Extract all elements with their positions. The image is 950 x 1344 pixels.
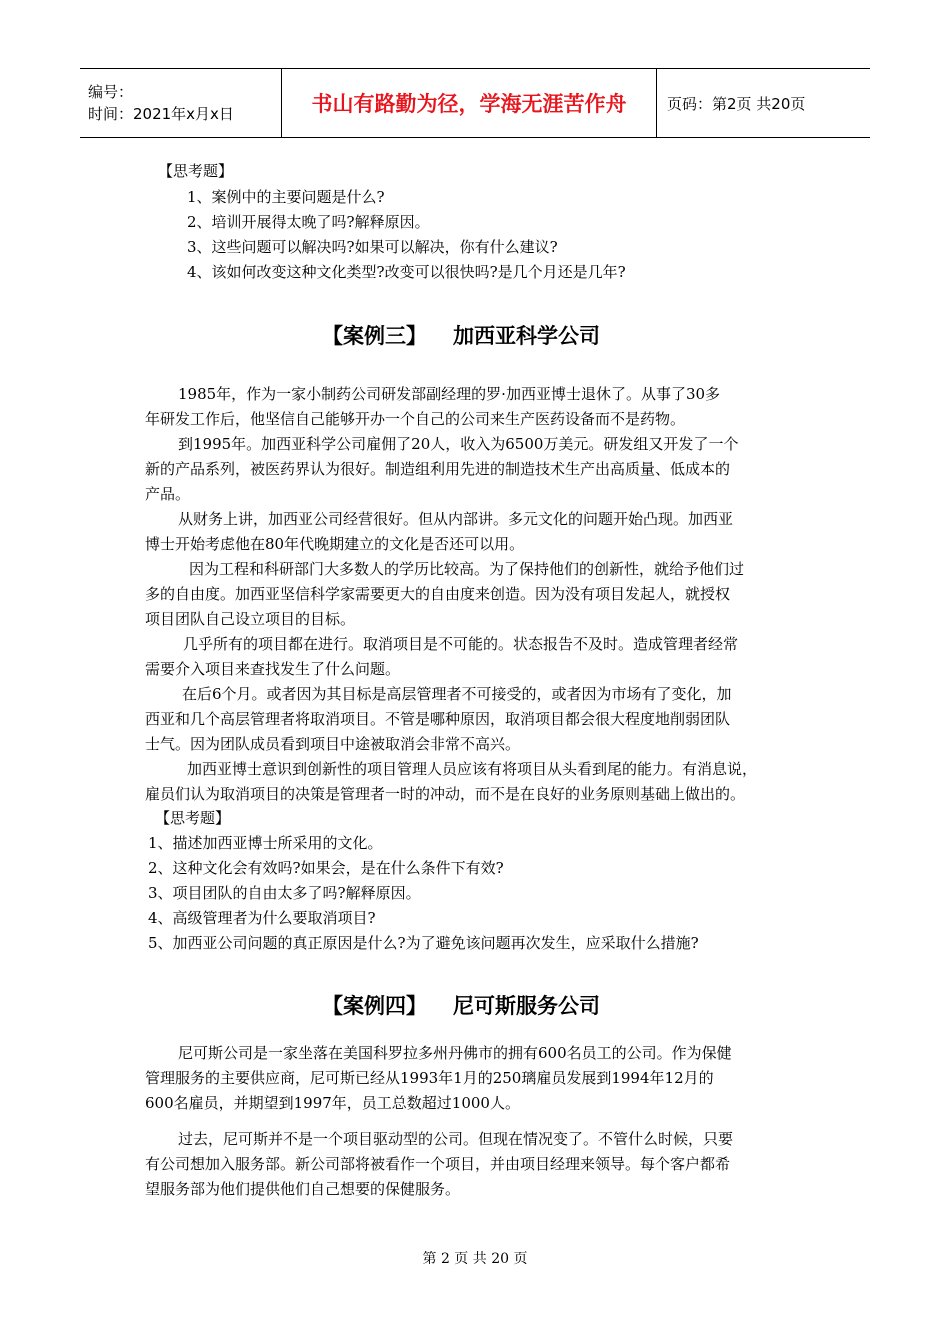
case4-line: 望服务部为他们提供他们自己想要的保健服务。: [145, 1180, 461, 1198]
case3-line: 1985年，作为一家小制药公司研发部副经理的罗·加西亚博士退休了。从事了30多: [178, 385, 721, 403]
case3-line: 雇员们认为取消项目的决策是管理者一时的冲动，而不是在良好的业务原则基础上做出的。: [145, 785, 746, 803]
case4-line: 过去，尼可斯并不是一个项目驱动型的公司。但现在情况变了。不管什么时候，只要: [178, 1130, 734, 1148]
case3-question-heading: 【思考题】: [155, 809, 231, 827]
case3-line: 在后6个月。或者因为其目标是高层管理者不可接受的，或者因为市场有了变化，加: [182, 685, 732, 703]
case3-line: 年研发工作后，他坚信自己能够开办一个自己的公司来生产医药设备而不是药物。: [145, 410, 686, 428]
case4-line: 尼可斯公司是一家坐落在美国科罗拉多州丹佛市的拥有600名员工的公司。作为保健: [178, 1044, 732, 1062]
case3-question: 3、项目团队的自由太多了吗?解释原因。: [148, 884, 421, 902]
case4-name: 尼可斯服务公司: [453, 994, 600, 1018]
case3-line: 几乎所有的项目都在进行。取消项目是不可能的。状态报告不及时。造成管理者经常: [183, 635, 739, 653]
case4-line: 有公司想加入服务部。新公司部将被看作一个项目，并由项目经理来领导。每个客户都希: [145, 1155, 731, 1173]
case4-tag: 【案例四】: [322, 994, 427, 1018]
page-header: [80, 68, 870, 138]
case3-line: 士气。因为团队成员看到项目中途被取消会非常不高兴。: [145, 735, 521, 753]
case3-line: 需要介入项目来查找发生了什么问题。: [145, 660, 401, 678]
page-info-text: 页码：第2页 共20页: [667, 94, 806, 113]
section1-question: 3、这些问题可以解决吗?如果可以解决，你有什么建议?: [187, 238, 558, 256]
header-meta: [80, 69, 282, 137]
case3-line: 产品。: [145, 485, 191, 503]
document-number-label: 编号：: [88, 83, 134, 101]
case3-title: [322, 320, 600, 350]
header-page-info: [657, 69, 870, 137]
case3-question: 5、加西亚公司问题的真正原因是什么?为了避免该问题再次发生，应采取什么措施?: [148, 934, 699, 952]
header-motto: [282, 69, 657, 137]
case3-line: 从财务上讲，加西亚公司经营很好。但从内部讲。多元文化的问题开始凸现。加西亚: [178, 510, 734, 528]
section1-question: 2、培训开展得太晚了吗?解释原因。: [187, 213, 430, 231]
case3-line: 新的产品系列，被医药界认为很好。制造组利用先进的制造技术生产出高质量、低成本的: [145, 460, 731, 478]
case3-name: 加西亚科学公司: [453, 324, 600, 348]
case3-line: 多的自由度。加西亚坚信科学家需要更大的自由度来创造。因为没有项目发起人，就授权: [145, 585, 731, 603]
case4-line: 600名雇员，并期望到1997年，员工总数超过1000人。: [145, 1094, 520, 1112]
case3-line: 项目团队自己设立项目的目标。: [145, 610, 356, 628]
case3-line: 加西亚博士意识到创新性的项目管理人员应该有将项目从头看到尾的能力。有消息说，: [187, 760, 758, 778]
case4-title: [322, 990, 600, 1020]
case3-line: 西亚和几个高层管理者将取消项目。不管是哪种原因，取消项目都会很大程度地削弱团队: [145, 710, 731, 728]
case3-tag: 【案例三】: [322, 324, 427, 348]
case3-question: 1、描述加西亚博士所采用的文化。: [148, 834, 383, 852]
case4-line: 管理服务的主要供应商，尼可斯已经从1993年1月的250璃雇员发展到1994年12月的: [145, 1069, 714, 1087]
case3-line: 博士开始考虑他在80年代晚期建立的文化是否还可以用。: [145, 535, 525, 553]
case3-question: 2、这种文化会有效吗?如果会，是在什么条件下有效?: [148, 859, 504, 877]
case3-line: 到1995年。加西亚科学公司雇佣了20人，收入为6500万美元。研发组又开发了一个: [178, 435, 739, 453]
page-footer: 第 2 页 共 20 页: [422, 1251, 528, 1267]
case3-line: 因为工程和科研部门大多数人的学历比较高。为了保持他们的创新性，就给予他们过: [189, 560, 745, 578]
section1-question: 1、案例中的主要问题是什么?: [187, 188, 385, 206]
document-time: 时间：2021年x月x日: [88, 105, 234, 123]
case3-question: 4、高级管理者为什么要取消项目?: [148, 909, 376, 927]
section1-heading: 【思考题】: [158, 162, 234, 180]
motto-text: 书山有路勤为径，学海无涯苦作舟: [311, 92, 627, 116]
section1-question: 4、该如何改变这种文化类型?改变可以很快吗?是几个月还是几年?: [187, 263, 626, 281]
